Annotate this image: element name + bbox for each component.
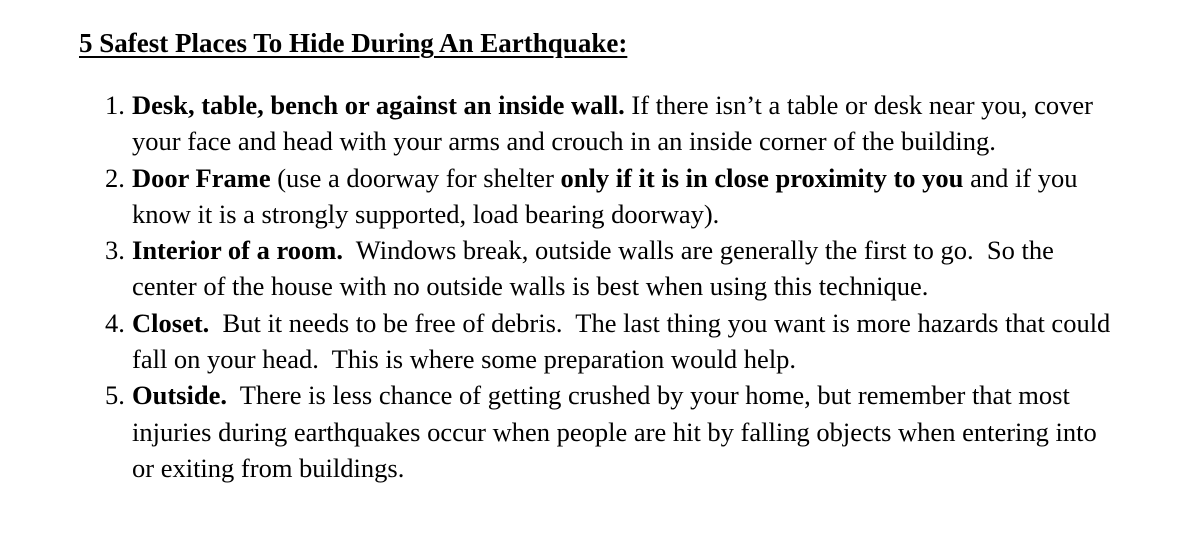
list-item-emphasis: only if it is in close proximity to you xyxy=(560,162,964,193)
list-item-number: 5. xyxy=(105,380,125,411)
document-title: 5 Safest Places To Hide During An Earthquake: xyxy=(79,28,628,58)
list-item-heading: Interior of a room. xyxy=(132,235,343,266)
list-item xyxy=(0,377,1122,486)
list-item-number: 4. xyxy=(105,307,125,338)
list-item-heading: Desk, table, bench or against an inside wall. xyxy=(132,90,625,120)
list-item-heading: Outside. xyxy=(132,380,227,411)
list-item-text: But it needs to be free of debris. The last thing you want is more hazards that could fall on your head. This is where some preparation would help. xyxy=(132,307,1117,375)
list-item-number: 1. xyxy=(105,90,125,120)
safe-places-list xyxy=(0,87,1200,486)
list-item-number: 2. xyxy=(105,162,125,193)
list-item-text: There is less chance of getting crushed by your home, but remember that most injuries during earthquakes occur when people are hit by falling objects when entering into or exiting from buildings. xyxy=(132,380,1104,483)
list-item xyxy=(0,305,1122,378)
list-item xyxy=(0,87,1122,160)
list-item-text: If there isn’t a table or desk near you, cover your face and head with your arms and crouch in an inside corner of the building. xyxy=(132,90,1094,157)
list-item-text: and if you know it is a strongly supported, load bearing doorway). xyxy=(132,162,1078,229)
list-item-heading: Door Frame xyxy=(132,162,271,193)
list-item-text: (use a doorway for shelter xyxy=(270,162,561,193)
list-item-heading: Closet. xyxy=(132,307,210,338)
list-item xyxy=(0,232,1122,305)
list-item-text: Windows break, outside walls are generally the first to go. So the center of the house with no outside walls is best when using this technique. xyxy=(132,235,1061,302)
list-item xyxy=(0,160,1122,233)
list-item-number: 3. xyxy=(105,235,125,266)
